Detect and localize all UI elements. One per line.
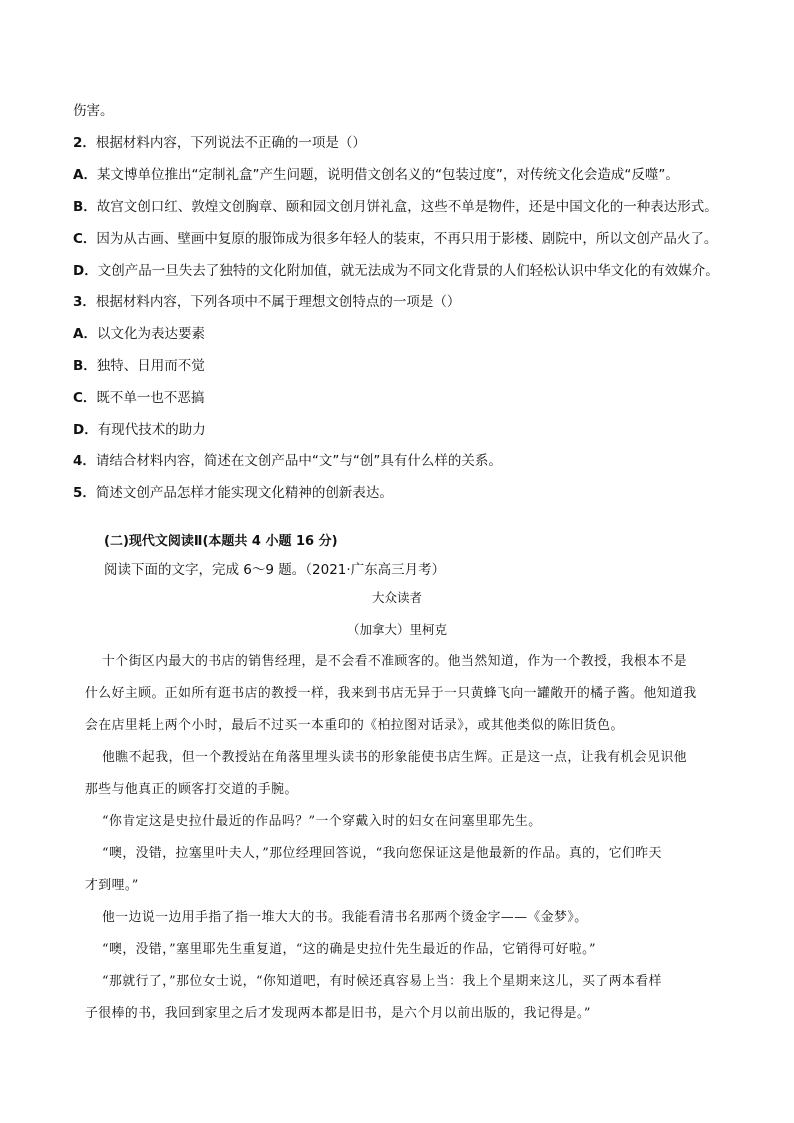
question-3-stem: 根据材料内容，下列各项中不属于理想文创特点的一项是（） bbox=[95, 294, 461, 310]
story-author: （加拿大）里柯克 bbox=[346, 622, 447, 637]
question-4: 4．请结合材料内容，简述在文创产品中“文”与“创”具有什么样的关系。 bbox=[73, 453, 502, 469]
story-line: “噢，没错，”塞里耶先生重复道，“这的确是史拉什先生最近的作品，它销得可好啦。” bbox=[102, 942, 597, 957]
story-line: 十个街区内最大的书店的销售经理，是不会看不准顾客的。他当然知道，作为一个教授，我根本不是 bbox=[102, 654, 688, 669]
section-instruction: 阅读下面的文字，完成 6～9 题。（2021·广东高三月考） bbox=[104, 562, 446, 578]
story-line: 子很棒的书，我回到家里之后才发现两本都是旧书，是六个月以前出版的，我记得是。” bbox=[85, 1006, 591, 1021]
story-line: 他一边说一边用手指了指一堆大大的书。我能看清书名那两个烫金字——《金梦》。 bbox=[102, 910, 588, 925]
question-5: 5．简述文创产品怎样才能实现文化精神的创新表达。 bbox=[73, 485, 393, 501]
question-2 bbox=[73, 133, 733, 153]
question-3-option-c: C．既不单一也不恶搞 bbox=[73, 390, 205, 406]
question-3 bbox=[73, 292, 733, 312]
question-3-option-b: B．独特、日用而不觉 bbox=[73, 358, 205, 374]
top-fragment: 伤害。 bbox=[73, 103, 114, 119]
story-line: “那就行了，”那位女士说，“你知道吧，有时候还真容易上当：我上个星期来这儿，买了两本看样 bbox=[102, 974, 662, 989]
story-line: 那些与他真正的顾客打交道的手腕。 bbox=[85, 782, 298, 797]
story-line: “噢，没错，拉塞里叶夫人，”那位经理回答说，“我向您保证这是他最新的作品。真的，它们昨天 bbox=[102, 846, 662, 861]
story-line: 他瞧不起我，但一个教授站在角落里埋头读书的形象能使书店生辉。正是这一点，让我有机会见识他 bbox=[102, 750, 688, 765]
story-line: 才到哩。” bbox=[85, 878, 139, 893]
question-3-number: 3． bbox=[73, 294, 96, 310]
question-2-option-d: D．文创产品一旦失去了独特的文化附加值，就无法成为不同文化背景的人们轻松认识中华文化的有效媒介。 bbox=[73, 263, 719, 279]
question-3-option-a: A．以文化为表达要素 bbox=[73, 326, 205, 342]
story-line: 什么好主顾。正如所有逛书店的教授一样，我来到书店无异于一只黄蜂飞向一罐敞开的橘子酱。他知道我 bbox=[85, 686, 697, 701]
question-2-option-b: B．故宫文创口红、敦煌文创胸章、颐和园文创月饼礼盒，这些不单是物件，还是中国文化的一种表达形式。 bbox=[73, 199, 718, 215]
question-2-stem: 根据材料内容，下列说法不正确的一项是（） bbox=[95, 135, 366, 151]
question-2-option-c: C．因为从古画、壁画中复原的服饰成为很多年轻人的装束，不再只用于影楼、剧院中，所以文创产品火了。 bbox=[73, 231, 718, 247]
section-title: (二)现代文阅读Ⅱ(本题共 4 小题 16 分) bbox=[104, 534, 338, 549]
story-line: “你肯定这是史拉什最近的作品吗？”一个穿戴入时的妇女在问塞里耶先生。 bbox=[102, 814, 542, 829]
story-line: 会在店里耗上两个小时，最后不过买一本重印的《柏拉图对话录》，或其他类似的陈旧货色。 bbox=[85, 718, 624, 733]
question-2-number: 2． bbox=[73, 135, 96, 151]
story-title: 大众读者 bbox=[371, 590, 422, 605]
question-2-option-a: A．某文博单位推出“定制礼盒”产生问题，说明借文创名义的“包装过度”，对传统文化会造成“反噬”。 bbox=[73, 167, 679, 183]
question-3-option-d: D．有现代技术的助力 bbox=[73, 422, 206, 438]
